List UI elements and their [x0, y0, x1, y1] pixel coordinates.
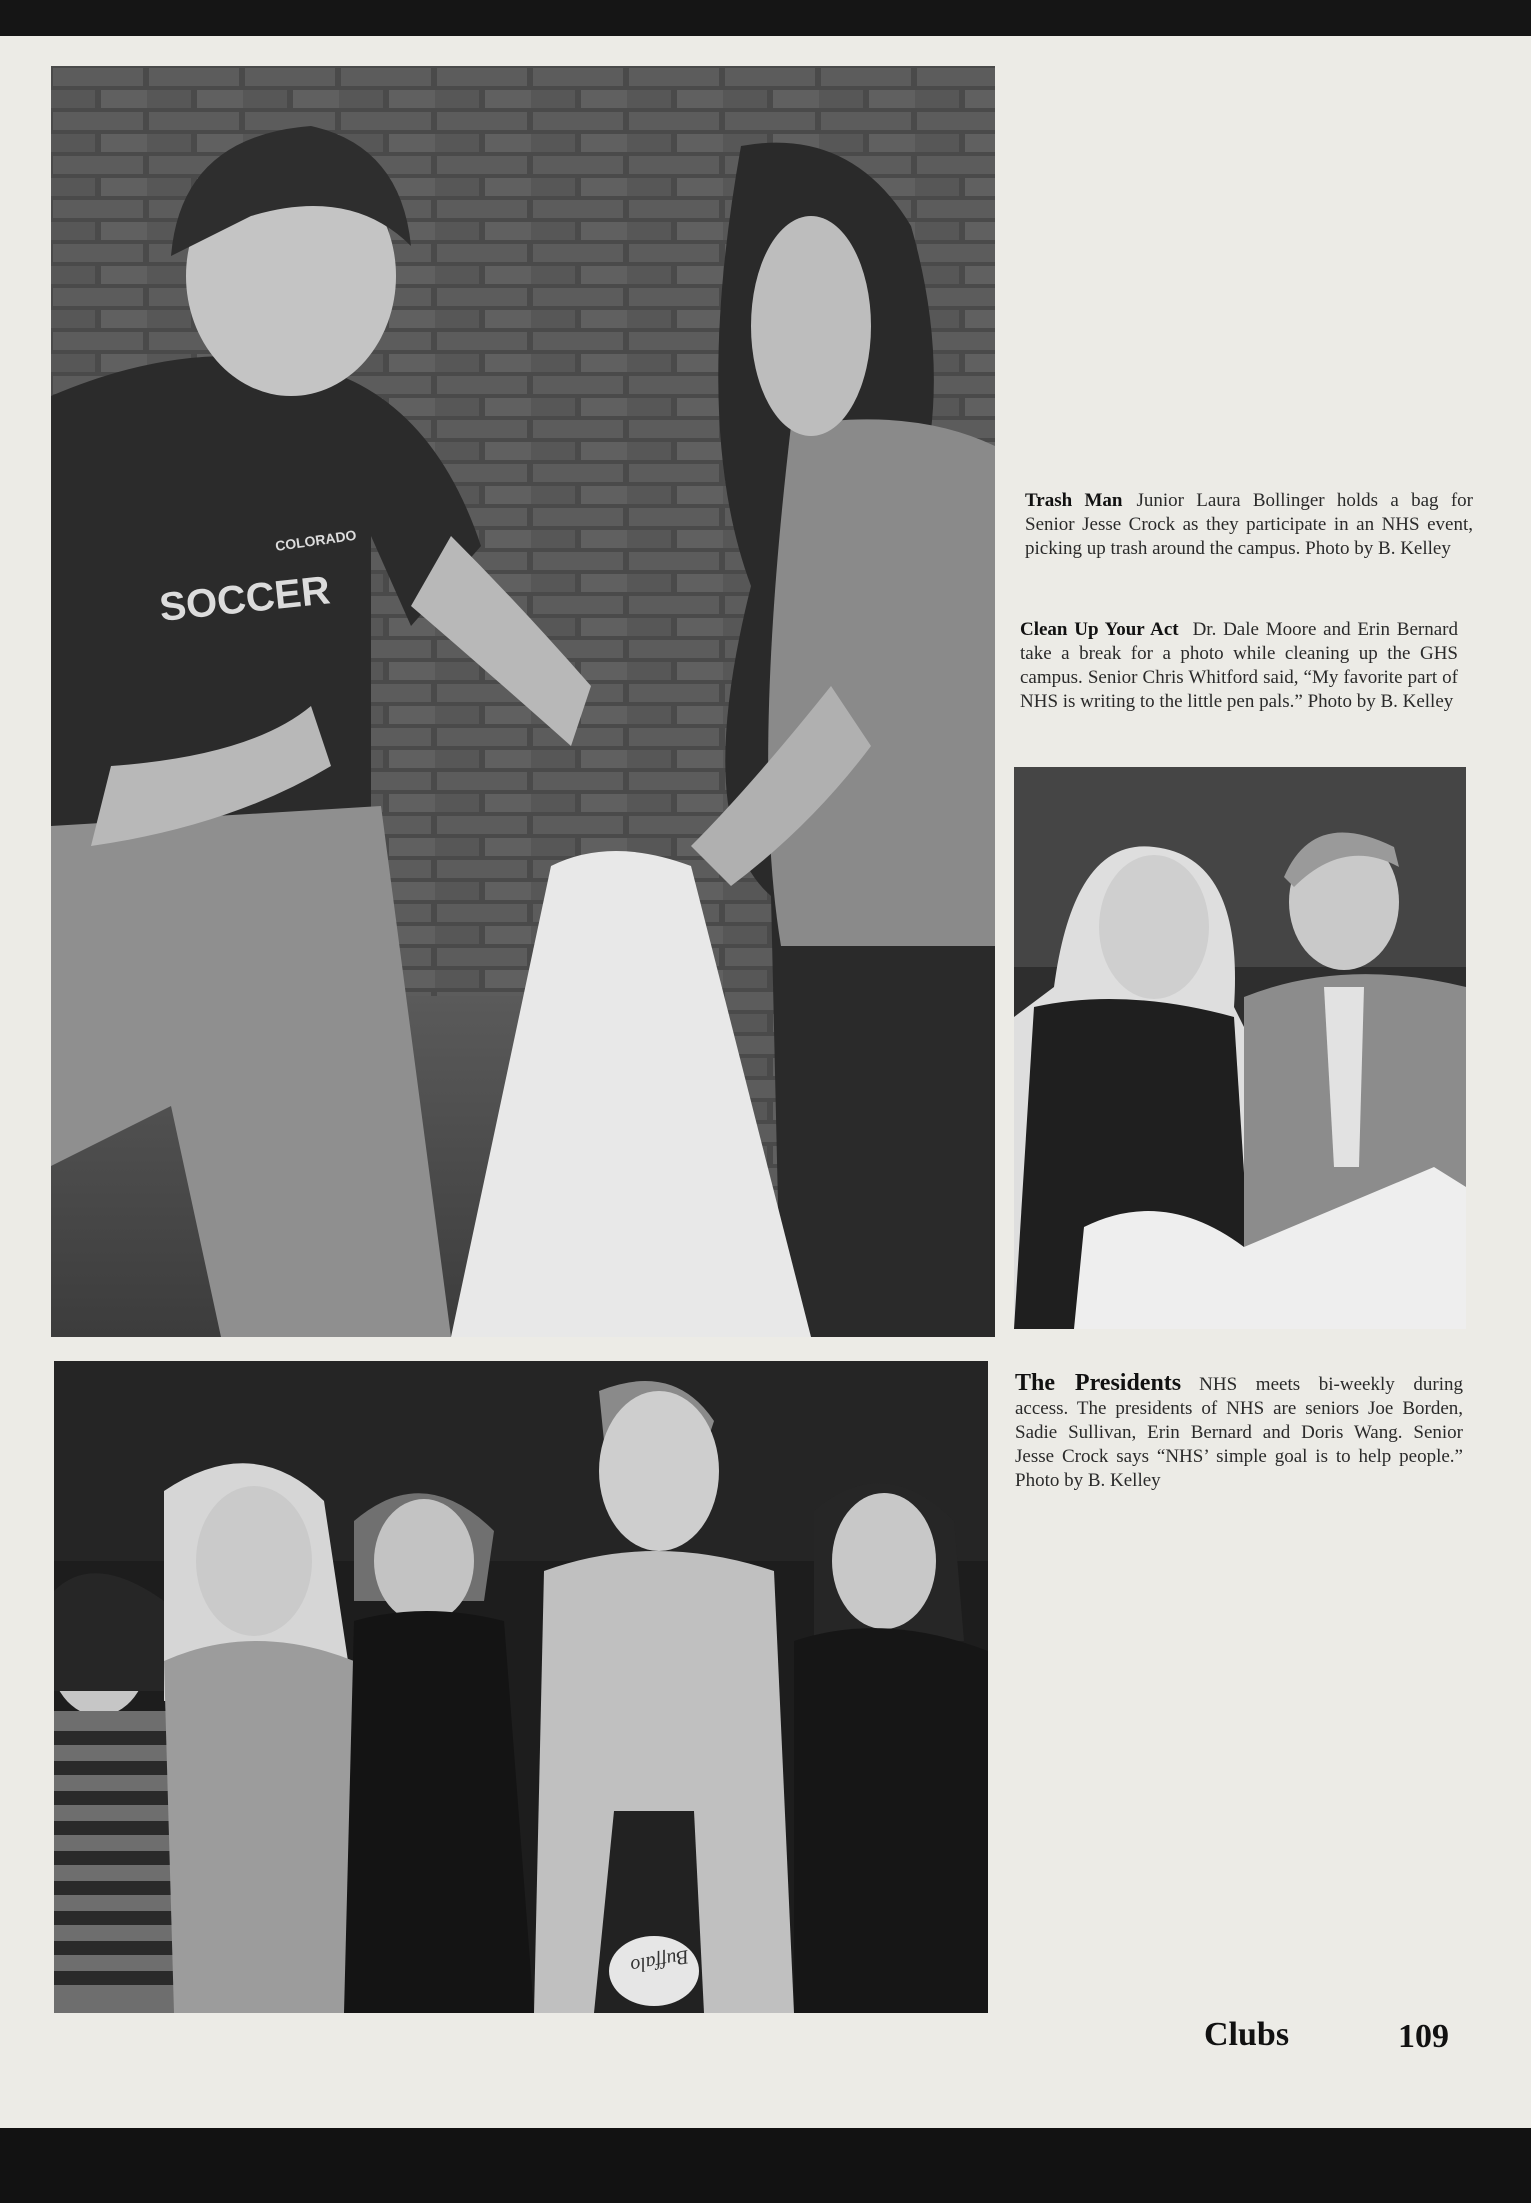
photo-trash-man: [51, 66, 995, 1337]
caption-clean-up: [1020, 618, 1458, 714]
caption-trash-man: [1025, 489, 1473, 561]
shirt-logo-text: COLORADO: [274, 526, 358, 554]
scan-border-bottom: [0, 2128, 1531, 2203]
caption-presidents: [1015, 1371, 1463, 1493]
page-number: 109: [1398, 2018, 1449, 2055]
section-label: Clubs: [1204, 2016, 1290, 2053]
caption-text: Dr. Dale Moore and Erin Bernard take a break for a photo while cleaning up the GHS campus. Senior Chris Whitford said, “My favorite part of NHS is writing to the little pen pals.” Photo by B. Kelley: [1020, 619, 1458, 712]
caption-text: NHS meets bi-weekly during access. The presidents of NHS are seniors Joe Borden, Sadie Sullivan, Erin Bernard and Doris Wang. Senior Jesse Crock says “NHS’ simple goal is to help people.” Photo by B. Kelley: [1015, 1374, 1464, 1491]
photo-clean-up: [1014, 767, 1466, 1329]
caption-title: Trash Man: [1025, 490, 1123, 511]
photo-presidents: [54, 1361, 988, 2013]
caption-title: The Presidents: [1015, 1370, 1182, 1396]
caption-text: Junior Laura Bollinger holds a bag for Senior Jesse Crock as they participate in an NHS event, picking up trash around the campus. Photo by B. Kelley: [1025, 490, 1473, 559]
caption-title: Clean Up Your Act: [1020, 619, 1179, 640]
shirt-text: SOCCER: [157, 568, 333, 630]
cap-text: Buffalo: [628, 1945, 691, 1977]
